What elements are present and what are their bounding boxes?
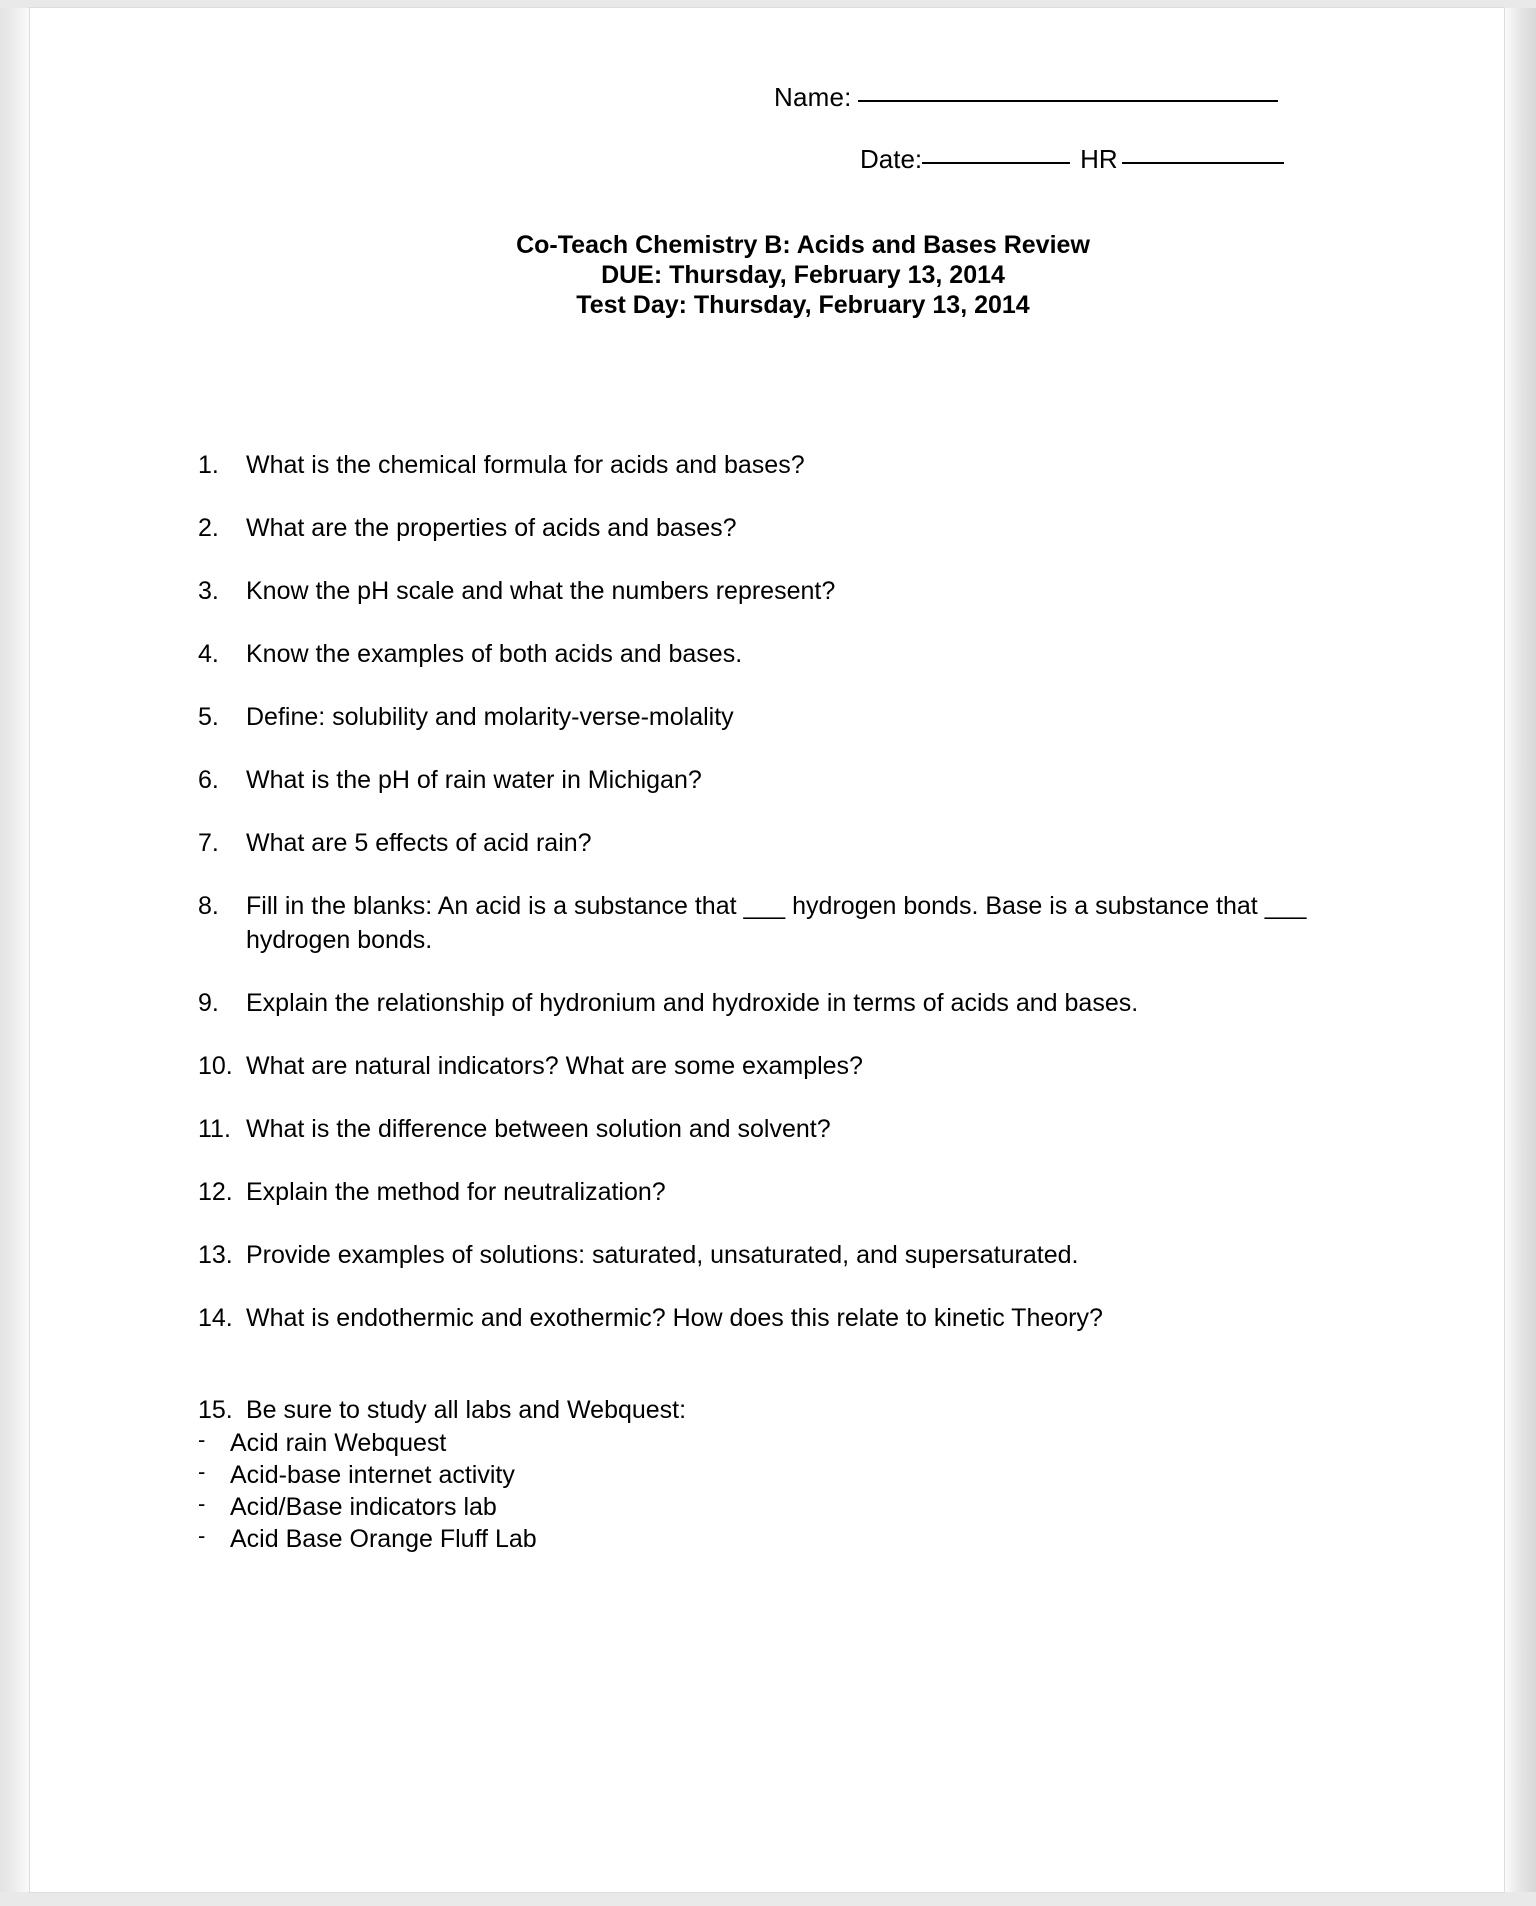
worksheet-title-block [30, 230, 1536, 320]
question-text: Be sure to study all labs and Webquest: [246, 1396, 687, 1424]
question-text: What is the difference between solution and solvent? [246, 1115, 831, 1143]
question-item [198, 889, 1358, 957]
study-list-block [198, 1393, 1098, 1555]
question-number: 9. [198, 989, 219, 1017]
list-item [198, 1523, 1098, 1555]
question-text: Fill in the blanks: An acid is a substance that ___ hydrogen bonds. Base is a substance that ___ hydrogen bonds. [246, 892, 1307, 954]
dash-bullet-icon: - [198, 1427, 206, 1452]
date-write-in-line[interactable] [922, 162, 1070, 164]
question-number: 10. [198, 1052, 233, 1080]
question-number: 11. [198, 1115, 231, 1143]
name-label: Name: [774, 82, 852, 112]
name-write-in-line[interactable] [858, 100, 1278, 102]
list-item-label: Acid/Base indicators lab [230, 1493, 497, 1521]
date-field-row [860, 142, 1284, 176]
question-item [198, 511, 1358, 545]
dash-bullet-icon: - [198, 1491, 206, 1516]
question-number: 15. [198, 1396, 233, 1424]
question-text: Know the pH scale and what the numbers represent? [246, 577, 836, 605]
question-number: 6. [198, 766, 219, 794]
question-list [198, 448, 1358, 1361]
list-item [198, 1491, 1098, 1523]
question-number: 1. [198, 451, 219, 479]
question-text: Define: solubility and molarity-verse-molality [246, 703, 734, 731]
question-item [198, 574, 1358, 608]
question-number: 12. [198, 1178, 233, 1206]
dash-bullet-icon: - [198, 1459, 206, 1484]
question-item [198, 1112, 1358, 1146]
question-text: What is the chemical formula for acids and bases? [246, 451, 805, 479]
question-text: Know the examples of both acids and bases. [246, 640, 743, 668]
name-field-row [774, 80, 1278, 114]
hr-write-in-line[interactable] [1122, 162, 1284, 164]
question-number: 5. [198, 703, 219, 731]
date-label: Date: [860, 144, 923, 174]
question-item [198, 1175, 1358, 1209]
question-number: 2. [198, 514, 219, 542]
question-text: What is the pH of rain water in Michigan? [246, 766, 702, 794]
question-number: 13. [198, 1241, 233, 1269]
list-item-label: Acid-base internet activity [230, 1461, 515, 1489]
question-item [198, 986, 1358, 1020]
question-item [198, 763, 1358, 797]
question-text: What are the properties of acids and bases? [246, 514, 737, 542]
question-number: 8. [198, 892, 219, 920]
question-item [198, 448, 1358, 482]
title-test-day-line: Test Day: Thursday, February 13, 2014 [576, 291, 1030, 319]
question-item [198, 700, 1358, 734]
question-number: 3. [198, 577, 219, 605]
question-item [198, 826, 1358, 860]
dash-bullet-icon: - [198, 1523, 206, 1548]
question-item [198, 1393, 1098, 1427]
question-text: What are 5 effects of acid rain? [246, 829, 592, 857]
question-number: 7. [198, 829, 219, 857]
question-item [198, 1238, 1358, 1272]
hr-label: HR [1080, 144, 1118, 174]
question-item [198, 1049, 1358, 1083]
page-left-edge-shadow [0, 8, 30, 1892]
question-text: What are natural indicators? What are some examples? [246, 1052, 863, 1080]
list-item [198, 1459, 1098, 1491]
question-text: Provide examples of solutions: saturated, unsaturated, and supersaturated. [246, 1241, 1079, 1269]
question-number: 14. [198, 1304, 233, 1332]
question-text: Explain the relationship of hydronium and hydroxide in terms of acids and bases. [246, 989, 1139, 1017]
question-text: Explain the method for neutralization? [246, 1178, 666, 1206]
title-course-line: Co-Teach Chemistry B: Acids and Bases Review [516, 231, 1090, 259]
question-number: 4. [198, 640, 219, 668]
question-item [198, 1301, 1358, 1335]
question-text: What is endothermic and exothermic? How does this relate to kinetic Theory? [246, 1304, 1103, 1332]
question-item [198, 637, 1358, 671]
list-item-label: Acid rain Webquest [230, 1429, 447, 1457]
worksheet-page [30, 8, 1504, 1892]
title-due-date-line: DUE: Thursday, February 13, 2014 [601, 261, 1005, 289]
list-item [198, 1427, 1098, 1459]
list-item-label: Acid Base Orange Fluff Lab [230, 1525, 537, 1553]
